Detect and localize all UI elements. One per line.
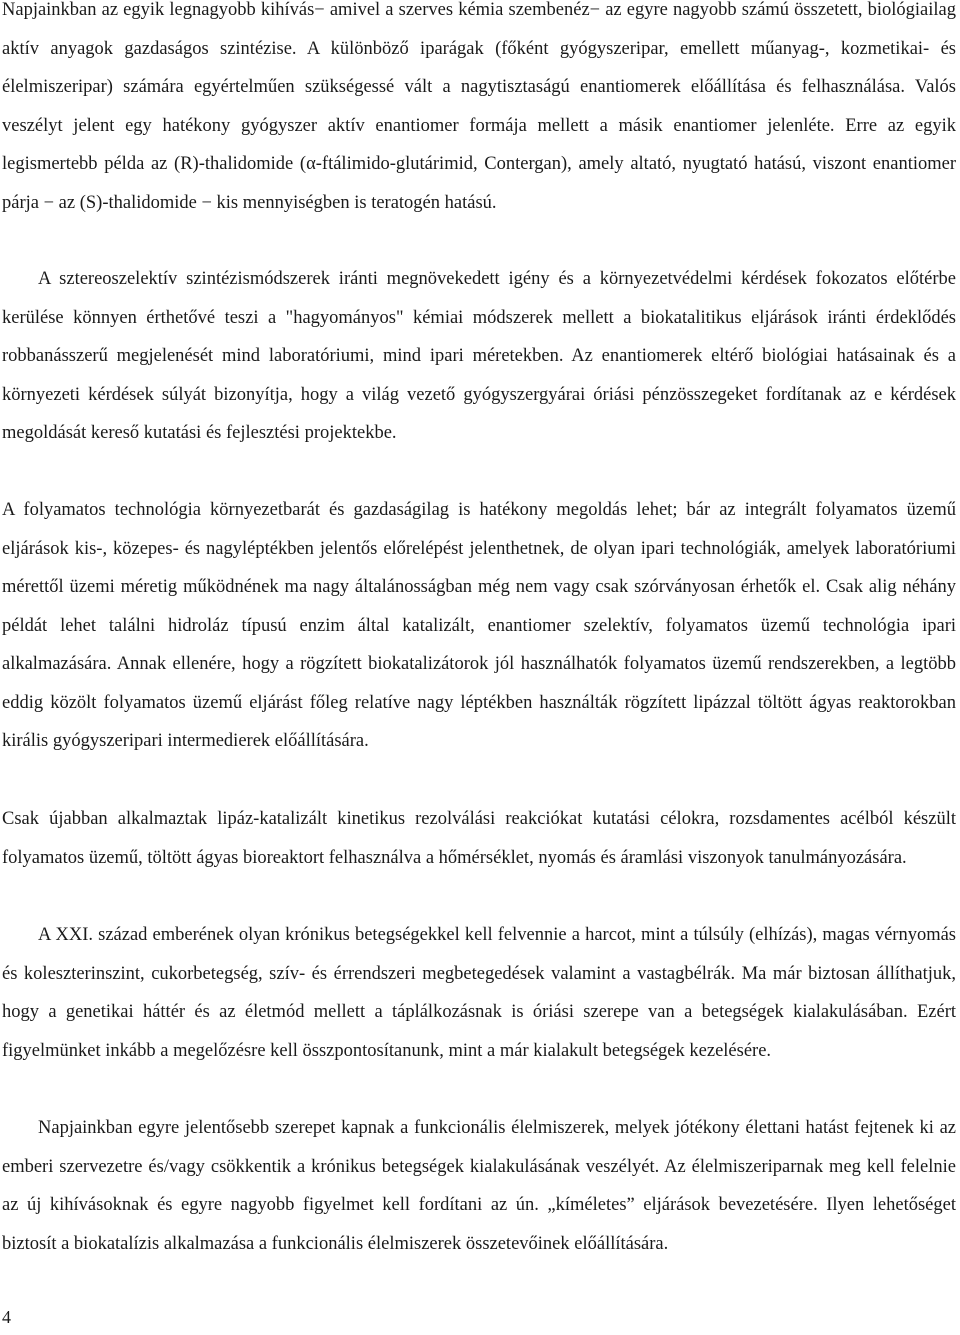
paragraph-chronic-diseases: A XXI. század emberének olyan krónikus betegségekkel kell felvennie a harcot, mint a túlsúly (elhízás), magas vérnyomás és koleszterinszint, cukorbetegség, szív- és érrendszeri megbetegedések valamint a vastagbélrák. Ma már biztosan állíthatjuk, hogy a genetikai háttér és az életmód mellett a táplálkozásnak is óriási szerepe van a betegségek kialakulásában. Ezért figyelmünket inkább a megelőzésre kell összpontosítanunk, mint a már kialakult betegségek kezelésére.	[2, 925, 956, 1061]
paragraph-lipase-catalysis: Csak újabban alkalmaztak lipáz-katalizált kinetikus rezolválási reakciókat kutatási célokra, rozsdamentes acélból készült folyamatos üzemű, töltött ágyas bioreaktort felhasználva a hőmérséklet, nyomás és áramlási viszonyok tanulmányozására.	[2, 809, 956, 868]
paragraph-functional-foods: Napjainkban egyre jelentősebb szerepet kapnak a funkcionális élelmiszerek, melyek jótékony élettani hatást fejtenek ki az emberi szervezetre és/vagy csökkentik a krónikus betegségek kialakulásának veszélyét. Az élelmiszeriparnak meg kell felelnie az új kihívásoknak és egyre nagyobb figyelmet kell fordítani az ún. „kíméletes” eljárások bevezetésére. Ilyen lehetőséget biztosít a biokatalízis alkalmazása a funkcionális élelmiszerek összetevőinek előállítására.	[2, 1118, 956, 1254]
paragraph-continuous-technology: A folyamatos technológia környezetbarát és gazdaságilag is hatékony megoldás lehet; bár az integrált folyamatos üzemű eljárások kis-, közepes- és nagyléptékben jelentős előrelépést jelenthetnek, de olyan ipari technológiák, amelyek laboratóriumi mérettől üzemi méretig működnének ma nagy általánosságban még nem vagy csak szórványosan érhetők el. Csak alig néhány példát lehet találni hidroláz típusú enzim által katalizált, enantiomer szelektív, folyamatos üzemű technológia ipari alkalmazására. Annak ellenére, hogy a rögzített biokatalizátorok jól használhatók folyamatos üzemű rendszerekben, a legtöbb eddig közölt folyamatos üzemű eljárást főleg relatíve nagy léptékben használták rögzített lipázzal töltött ágyas reaktorokban királis gyógyszeripari intermedierek előállítására.	[2, 500, 956, 752]
page-number: 4	[2, 1307, 11, 1327]
paragraph-intro: Napjainkban az egyik legnagyobb kihívás− amivel a szerves kémia szembenéz− az egyre nagyobb számú összetett, biológiailag aktív anyagok gazdaságos szintézise. A különböző iparágak (főként gyógyszeripar, emellett műanyag-, kozmetikai- és élelmiszeripar) számára egyértelműen szükségessé vált a nagytisztaságú enantiomerek előállítása és felhasználása. Valós veszélyt jelent egy hatékony gyógyszer aktív enantiomer formája mellett a másik enantiomer jelenléte. Erre az egyik legismertebb példa az (R)-thalidomide (α-ftálimido-glutárimid, Contergan), amely altató, nyugtató hatású, viszont enantiomer párja − az (S)-thalidomide − kis mennyiségben is teratogén hatású.	[2, 0, 956, 213]
paragraph-stereoselective: A sztereoszelektív szintézismódszerek iránti megnövekedett igény és a környezetvédelmi kérdések fokozatos előtérbe kerülése könnyen érthetővé teszi a "hagyományos" kémiai módszerek mellett a biokatalitikus eljárások iránti érdeklődés robbanásszerű megjelenését mind laboratóriumi, mind ipari méretekben. Az enantiomerek eltérő biológiai hatásainak és a környezeti kérdések súlyát bizonyítja, hogy a világ vezető gyógyszergyárai óriási pénzösszegeket fordítanak az e kérdések megoldását kereső kutatási és fejlesztési projektekbe.	[2, 269, 956, 444]
